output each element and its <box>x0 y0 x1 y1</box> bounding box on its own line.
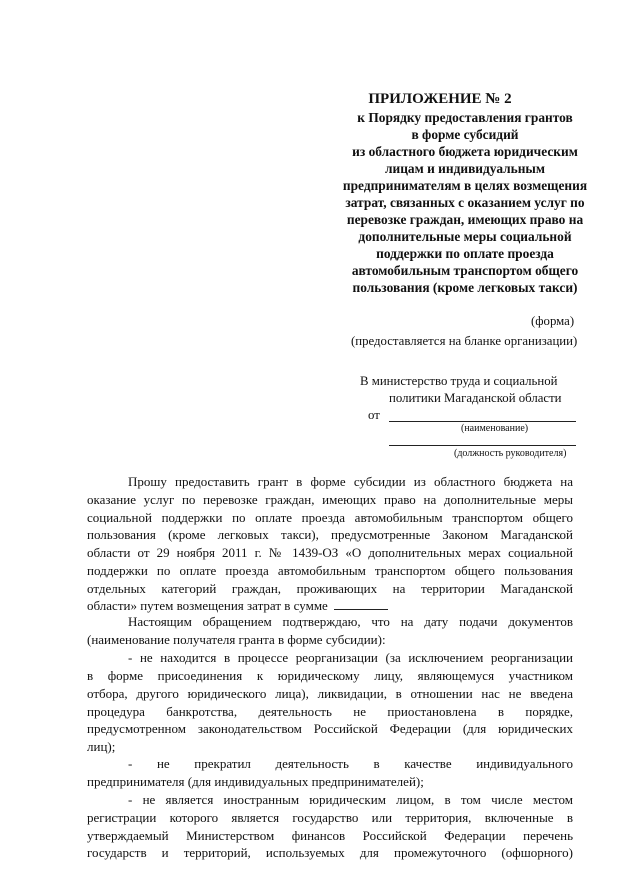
body-line: - не является иностранным юридическим лицом, в том числе местом <box>128 792 573 807</box>
body-line: регистрации которого является государство или территория, включенные в <box>87 810 573 825</box>
subtitle-line: из областного бюджета юридическим <box>352 144 578 159</box>
subtitle-line: перевозке граждан, имеющих право на <box>346 212 584 227</box>
subtitle-line: затрат, связанных с оказанием услуг по <box>345 195 585 210</box>
body-line: - не находится в процессе реорганизации (за исключением реорганизации <box>128 650 573 665</box>
position-blank-line <box>389 445 576 446</box>
body-line: (наименование получателя гранта в форме субсидии): <box>87 632 386 647</box>
body-line: поддержки по оплате проезда автомобильным транспортом общего пользования <box>87 563 573 578</box>
body-line: отдельных категорий граждан, проживающих на территории Магаданской <box>87 581 573 596</box>
body-line: оказание услуг по перевозке граждан, имеющих право на дополнительные меры <box>87 492 573 507</box>
amount-blank-line <box>334 599 388 610</box>
body-line: предпринимателя (для индивидуальных предпринимателей); <box>87 774 424 789</box>
form-note: (форма) <box>531 314 575 328</box>
letterhead-note: (предоставляется на бланке организации) <box>351 334 578 348</box>
body-line: утверждаемый Министерством финансов Российской Федерации перечень <box>87 828 573 843</box>
addressee-line-2: политики Магаданской области <box>389 391 562 405</box>
from-label: от <box>368 408 380 422</box>
subtitle-line: лицам и индивидуальным <box>384 161 546 176</box>
body-line: области от 29 ноября 2011 г. № 1439-ОЗ «О дополнительных мерах социальной <box>87 545 573 560</box>
body-line: процедура банкротства, деятельность не приостановлена в порядке, <box>87 704 573 719</box>
subtitle-line: поддержки по оплате проезда <box>376 246 554 261</box>
addressee-line-1: В министерство труда и социальной <box>360 374 558 388</box>
name-blank-line <box>389 421 576 422</box>
appendix-title: ПРИЛОЖЕНИЕ № 2 <box>368 91 512 107</box>
body-line: Настоящим обращением подтверждаю, что на дату подачи документов <box>128 614 573 629</box>
body-line <box>87 599 367 612</box>
body-line: государств и территорий, используемых для промежуточного (офшорного) <box>87 845 573 860</box>
subtitle-line: в форме субсидий <box>411 127 519 142</box>
body-line: отбора, другого юридического лица), ликвидации, в отношении нас не введена <box>87 686 573 701</box>
subtitle-line: предпринимателям в целях возмещения <box>342 178 588 193</box>
body-line-text: области» путем возмещения затрат в сумме <box>87 598 328 613</box>
body-line: - не прекратил деятельность в качестве индивидуального <box>128 756 573 771</box>
subtitle-line: к Порядку предоставления грантов <box>357 110 573 125</box>
body-line: в форме присоединения к юридическому лицу, являющемуся участником <box>87 668 573 683</box>
position-caption: (должность руководителя) <box>454 448 567 459</box>
body-line: социальной поддержки по оплате проезда автомобильным транспортом общего <box>87 510 573 525</box>
subtitle-line: пользования (кроме легковых такси) <box>352 280 578 295</box>
subtitle-line: автомобильным транспортом общего <box>351 263 579 278</box>
body-line: пользования (кроме легковых такси), предусмотренные Законом Магаданской <box>87 527 573 542</box>
name-caption: (наименование) <box>461 423 529 434</box>
body-line: лиц); <box>87 739 116 754</box>
subtitle-line: дополнительные меры социальной <box>358 229 572 244</box>
body-line: предусмотренном законодательством Российской Федерации (для юридических <box>87 721 573 736</box>
body-line: Прошу предоставить грант в форме субсидии из областного бюджета на <box>128 474 573 489</box>
